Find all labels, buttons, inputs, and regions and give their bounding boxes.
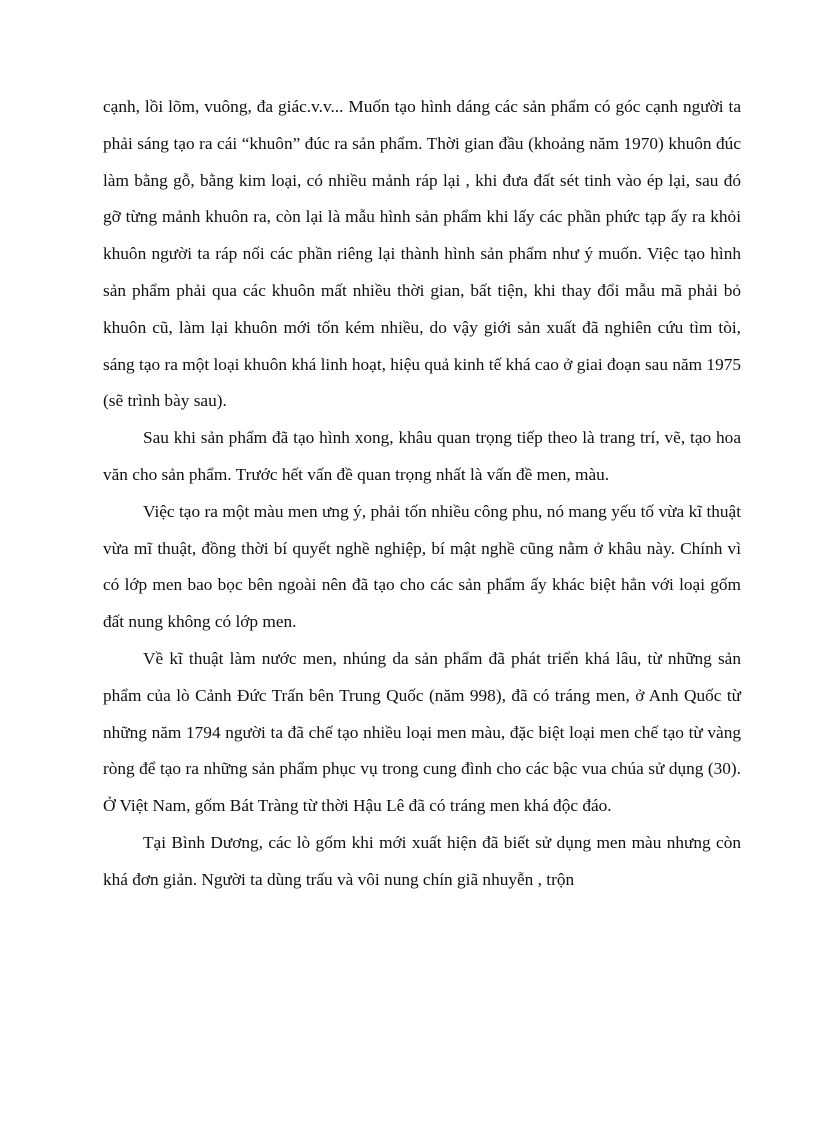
paragraph-1-continuation: cạnh, lồi lõm, vuông, đa giác.v.v... Muốn tạo hình dáng các sản phẩm có góc cạnh người ta phải sáng tạo ra cái “khuôn” đúc ra sản phẩm. Thời gian đầu (khoảng năm 1970) khuôn đúc làm bằng gỗ, bằng kim loại, có nhiều mảnh ráp lại , khi đưa đất sét tinh vào ép lại, sau đó gỡ từng mảnh khuôn ra, còn lại là mẫu hình sản phẩm khi lấy các phần phức tạp ấy ra khỏi khuôn người ta ráp nối các phần riêng lại thành hình sản phẩm như ý muốn. Việc tạo hình sản phẩm phải qua các khuôn mất nhiều thời gian, bất tiện, khi thay đổi mẫu mã phải bỏ khuôn cũ, làm lại khuôn mới tốn kém nhiều, do vậy giới sản xuất đã nghiên cứu tìm tòi, sáng tạo ra một loại khuôn khá linh hoạt, hiệu quả kinh tế khá cao ở giai đoạn sau năm 1975 (sẽ trình bày sau). <box>103 97 741 411</box>
paragraph-2-decoration: Sau khi sản phẩm đã tạo hình xong, khâu quan trọng tiếp theo là trang trí, vẽ, tạo hoa văn cho sản phẩm. Trước hết vấn đề quan trọng nhất là vấn đề men, màu. <box>103 428 741 484</box>
document-page <box>103 89 741 899</box>
paragraph-3-glaze-color: Việc tạo ra một màu men ưng ý, phải tốn nhiều công phu, nó mang yếu tố vừa kĩ thuật vừa mĩ thuật, đồng thời bí quyết nghề nghiệp, bí mật nghề cũng nằm ở khâu này. Chính vì có lớp men bao bọc bên ngoài nên đã tạo cho các sản phẩm ấy khác biệt hẳn với loại gốm đất nung không có lớp men. <box>103 501 741 632</box>
paragraph-5-binh-duong: Tại Bình Dương, các lò gốm khi mới xuất hiện đã biết sử dụng men màu nhưng còn khá đơn giản. Người ta dùng trấu và vôi nung chín giã nhuyễn , trộn <box>103 832 741 889</box>
paragraph-4-glaze-history: Về kĩ thuật làm nước men, nhúng da sản phẩm đã phát triển khá lâu, từ những sản phẩm của lò Cảnh Đức Trấn bên Trung Quốc (năm 998), đã có tráng men, ở Anh Quốc từ những năm 1794 người ta đã chế tạo nhiều loại men màu, đặc biệt loại men chế tạo từ vàng ròng để tạo ra những sản phẩm phục vụ trong cung đình cho các bậc vua chúa sử dụng (30). Ở Việt Nam, gốm Bát Tràng từ thời Hậu Lê đã có tráng men khá độc đáo. <box>103 648 741 816</box>
